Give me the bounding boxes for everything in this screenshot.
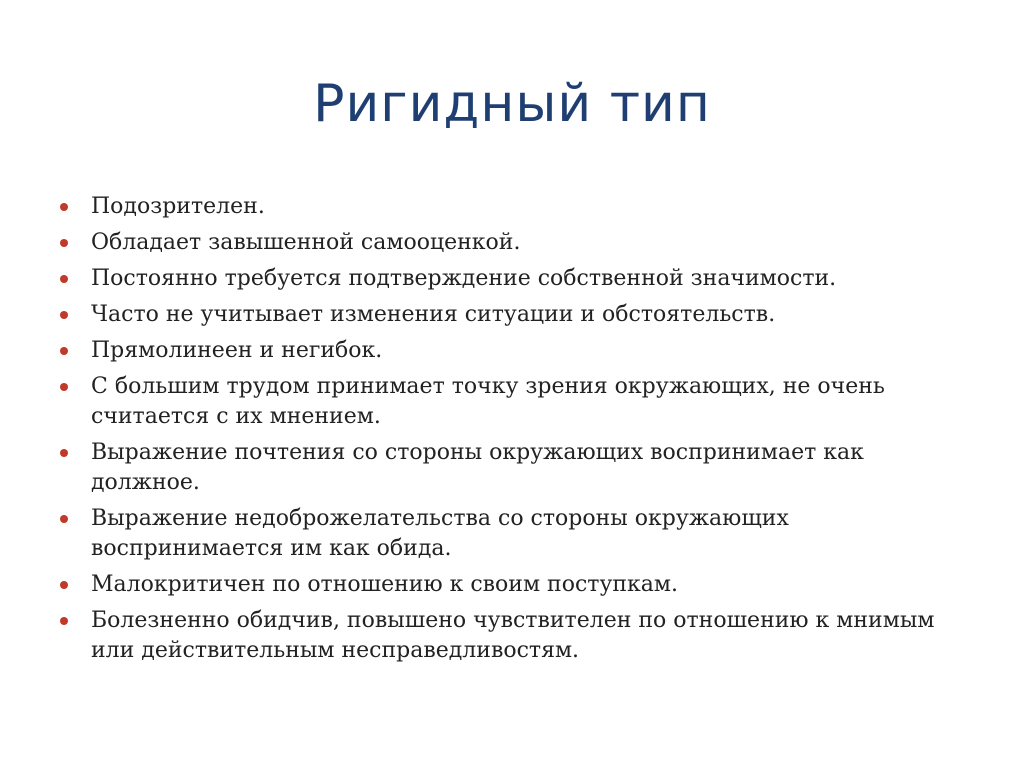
- bullet-item: [58, 606, 958, 666]
- bullet-text: Малокритичен по отношению к своим поступкам.: [91, 572, 679, 597]
- bullet-text: Подозрителен.: [91, 194, 265, 219]
- bullet-list: [58, 192, 958, 672]
- bullet-text: Обладает завышенной самооценкой.: [91, 230, 521, 255]
- bullet-item: [58, 438, 958, 498]
- bullet-dot-icon: [60, 449, 68, 457]
- bullet-dot-icon: [60, 239, 68, 247]
- bullet-dot-icon: [60, 347, 68, 355]
- bullet-item: [58, 372, 958, 432]
- bullet-text: Выражение недоброжелательства со стороны окружающих воспринимается им как обида.: [91, 506, 789, 561]
- bullet-item: [58, 504, 958, 564]
- slide-title: Ригидный тип: [313, 74, 711, 134]
- bullet-text: С большим трудом принимает точку зрения окружающих, не очень считается с их мнением.: [91, 374, 885, 429]
- bullet-item: [58, 336, 958, 366]
- bullet-dot-icon: [60, 515, 68, 523]
- bullet-dot-icon: [60, 311, 68, 319]
- bullet-text: Часто не учитывает изменения ситуации и обстоятельств.: [91, 302, 776, 327]
- bullet-text: Болезненно обидчив, повышено чувствителен по отношению к мнимым или действительным несправедливостям.: [91, 608, 935, 663]
- bullet-item: [58, 570, 958, 600]
- bullet-dot-icon: [60, 203, 68, 211]
- bullet-item: [58, 192, 958, 222]
- bullet-text: Прямолинеен и негибок.: [91, 338, 383, 363]
- bullet-text: Выражение почтения со стороны окружающих воспринимает как должное.: [91, 440, 864, 495]
- bullet-item: [58, 264, 958, 294]
- bullet-dot-icon: [60, 617, 68, 625]
- bullet-text: Постоянно требуется подтверждение собственной значимости.: [91, 266, 837, 291]
- bullet-item: [58, 228, 958, 258]
- bullet-item: [58, 300, 958, 330]
- bullet-dot-icon: [60, 581, 68, 589]
- bullet-dot-icon: [60, 275, 68, 283]
- bullet-dot-icon: [60, 383, 68, 391]
